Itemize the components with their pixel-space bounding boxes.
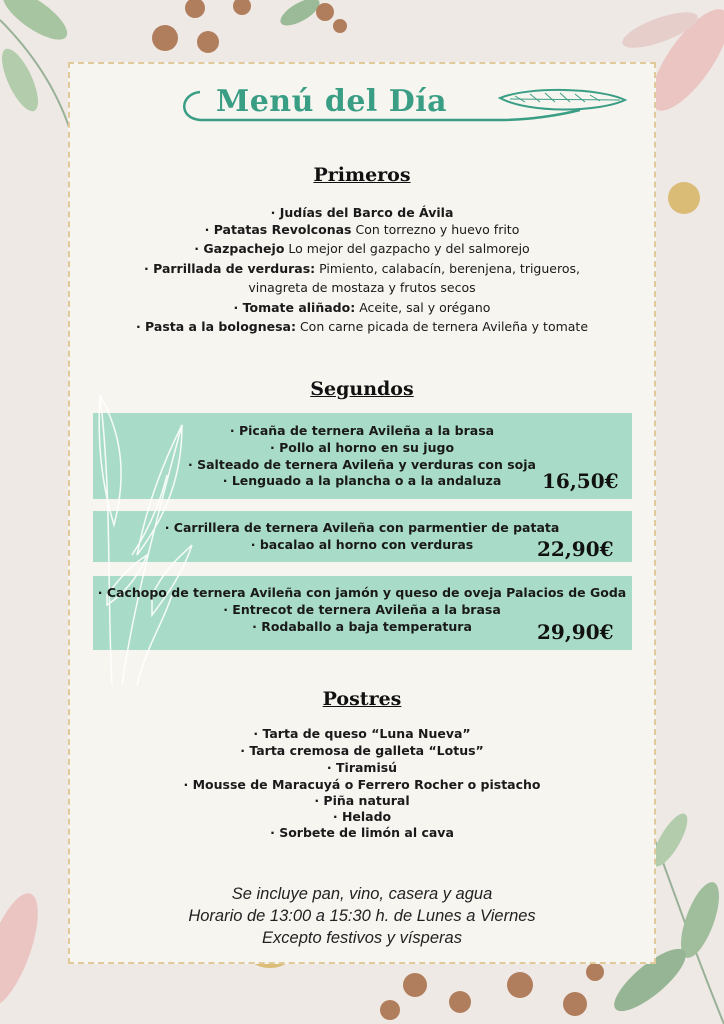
list-item: · Sorbete de limón al cava	[270, 825, 454, 840]
list-item: · Tarta cremosa de galleta “Lotus”	[240, 743, 484, 758]
price-group-3: 29,90€	[537, 620, 614, 644]
list-item: · Gazpachejo Lo mejor del gazpacho y del salmorejo	[194, 241, 530, 256]
list-item: · Piña natural	[314, 793, 410, 808]
list-item: · Tomate aliñado: Aceite, sal y orégano	[233, 300, 491, 315]
list-item: · Carrillera de ternera Avileña con parmentier de patata	[164, 520, 560, 535]
postres-heading: Postres	[322, 688, 402, 710]
list-item: · Helado	[332, 809, 392, 824]
list-item: · Lenguado a la plancha o a la andaluza	[222, 473, 502, 488]
price-group-2: 22,90€	[537, 537, 614, 561]
list-item: · Cachopo de ternera Avileña con jamón y queso de oveja Palacios de Goda	[97, 585, 627, 600]
list-item: · Judías del Barco de Ávila	[270, 205, 454, 220]
primeros-heading: Primeros	[313, 164, 411, 186]
list-item: · Salteado de ternera Avileña y verduras con soja	[188, 457, 536, 472]
berries-bottom	[380, 963, 604, 1020]
list-item: vinagreta de mostaza y frutos secos	[248, 280, 476, 295]
list-item: · Tarta de queso “Luna Nueva”	[253, 726, 471, 741]
footer-line-1: Se incluye pan, vino, casera y agua	[231, 885, 493, 903]
page-title: Menú del Día	[216, 84, 448, 119]
list-item: · Tiramisú	[326, 760, 398, 775]
list-item: · Entrecot de ternera Avileña a la brasa	[223, 602, 501, 617]
list-item: · Pollo al horno en su jugo	[269, 440, 455, 455]
list-item: · Patatas Revolconas Con torrezno y huevo frito	[204, 222, 520, 237]
price-group-1: 16,50€	[542, 469, 619, 493]
list-item: · bacalao al horno con verduras	[250, 537, 474, 552]
pink-leaves-bottom-left	[0, 887, 49, 1013]
list-item: · Rodaballo a baja temperatura	[252, 619, 472, 634]
list-item: · Pasta a la bolognesa: Con carne picada de ternera Avileña y tomate	[135, 319, 589, 334]
list-item: · Picaña de ternera Avileña a la brasa	[229, 423, 495, 438]
list-item: · Mousse de Maracuyá o Ferrero Rocher o pistacho	[183, 777, 541, 792]
footer-line-3: Excepto festivos y vísperas	[262, 929, 462, 947]
segundos-heading: Segundos	[310, 378, 414, 400]
list-item: · Parrillada de verduras: Pimiento, calabacín, berenjena, trigueros,	[144, 261, 580, 276]
footer-line-2: Horario de 13:00 a 15:30 h. de Lunes a Viernes	[188, 907, 536, 925]
